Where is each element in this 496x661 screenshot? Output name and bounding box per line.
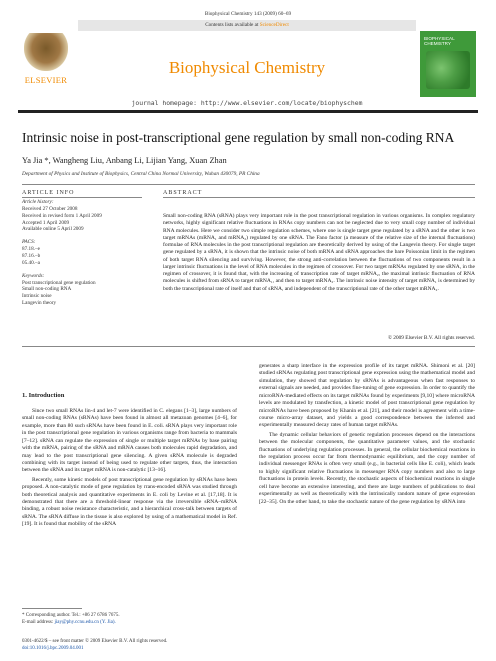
body-column-right <box>259 363 475 508</box>
journal-cover-image[interactable] <box>420 31 476 97</box>
pacs-code: 05.40.–a <box>22 259 40 266</box>
author-affiliation: Department of Physics and Institute of Biophysics, Central China Normal University, Wuhan 430079, PR China <box>22 171 260 177</box>
publication-info <box>22 638 237 652</box>
keyword: Intrinsic noise <box>22 293 52 300</box>
journal-title: Biophysical Chemistry <box>168 58 326 77</box>
corresponding-author-footnote <box>22 612 237 626</box>
history-revised: Received in revised form 1 April 2009 <box>22 212 102 219</box>
copyright-notice: © 2009 Elsevier B.V. All rights reserved. <box>387 335 475 341</box>
elsevier-logo[interactable] <box>18 31 74 93</box>
corresponding-author: * Corresponding author. Tel.: +86 27 6786 7675. <box>22 613 120 618</box>
issn-line: 0301-4622/$ – see front matter © 2009 Elsevier B.V. All rights reserved. <box>22 639 168 644</box>
email-label: E-mail address: <box>22 620 55 625</box>
author-email-link[interactable]: jiay@phy.ccnu.edu.cn (Y. Jia). <box>54 620 116 625</box>
keyword: Post transcriptional gene regulation <box>22 279 96 286</box>
article-info-rule <box>22 197 142 198</box>
history-online: Available online 5 April 2009 <box>22 226 84 233</box>
header-rule <box>18 110 478 113</box>
history-heading: Article history: <box>22 199 54 205</box>
article-info-label: ARTICLE INFO <box>22 190 75 196</box>
sciencedirect-link[interactable]: ScienceDirect <box>259 22 289 28</box>
footnote-rule <box>22 608 82 609</box>
body-column-left <box>22 392 237 531</box>
contents-prefix: Contents lists available at <box>205 22 260 28</box>
pacs-code: 87.18.–e <box>22 246 40 253</box>
journal-header <box>18 20 478 108</box>
doi-link[interactable]: doi:10.1016/j.bpc.2009.04.001 <box>22 646 84 651</box>
keyword: Small non-coding RNA <box>22 286 72 293</box>
intro-paragraph: Since two small RNAs lin-4 and let-7 were identified in C. elegans [1–3], large numbers of small non-coding RNAs (sRNAs) have been found in almost all metazoan genomes [4–6], for example, more than 80 such sRNAs have been found in E. coli. sRNA plays very important role in the post transcriptional gene regulation in various organisms range from bacteria to mammals [7–12]. sRNA can regulate the expression of single or multiple target mRNAs by base pairing with the mRNA, pairing of the sRNA and mRNA causes both molecules rapid degradation, and may lead to the post transcriptional gene silencing. A given sRNA molecule is degraded combining with its target instead of being used to regulate other targets, thus, the interaction between the sRNA and its target mRNA is non-catalytic [13–16]. <box>22 408 237 474</box>
elsevier-wordmark: ELSEVIER <box>24 75 68 85</box>
intro-paragraph: Recently, some kinetic models of post transcriptional gene regulation by sRNAs have been proposed. A non-catalytic mode of gene regulation by rrans-encoded sRNA was studied through both theoretical analysis and quantitative experiments in E. coli by Levine et al. [17,18]. It is demonstrated that there are a threshold-linear response via the irreversible sRNA–mRNA binding, a robust noise resistance characteristic, and a hierarchical cross-talk between targets of sRNA. The sRNA diffuse in the tissue is also explored by using of a mathematical model in Ref. [19]. It is found that mobility of the sRNA <box>22 476 237 528</box>
abstract-divider <box>22 346 475 347</box>
contents-banner <box>78 20 416 31</box>
pacs-heading: PACS: <box>22 239 36 246</box>
cover-title: BIOPHYSICAL CHEMISTRY <box>424 36 455 47</box>
intro-paragraph: The dynamic cellular behaviors of genetic regulation processes depend on the interactions between the molecular components, the quantitative parameter values, and the stochastic fluctuations of underlying regulation processes. In general, the cellular biochemical reactions in the regulation process occur far from thermodynamic equilibrium, and the copy number of individual messenger RNAs is often very small (e.g., in bacterial cells like E. coli), which leads to highly significant relative fluctuations in messenger RNA copy numbers and also to large fluctuations in protein levels. Recently, the stochastic aspects of biochemical reactions in single cell have become an extensive interesting, and there are large numbers of publications to deal experimentally as well as theoretically with the intrinsically random nature of gene expression [22–35]. On the other hand, to take the stochastic nature of the gene regulation by sRNA into <box>259 431 475 505</box>
abstract-rule <box>163 197 475 198</box>
journal-homepage-link[interactable]: journal homepage: http://www.elsevier.com/locate/biophyschem <box>131 99 363 107</box>
article-title: Intrinsic noise in post-transcriptional gene regulation by small non-coding RNA <box>22 130 455 145</box>
keywords-heading: Keywords: <box>22 272 45 279</box>
keyword: Langevin theory <box>22 300 57 307</box>
author-list: Ya Jia *, Wangheng Liu, Anbang Li, Lijian Yang, Xuan Zhan <box>22 156 227 165</box>
elsevier-tree-icon <box>24 33 68 71</box>
abstract-text: Small non-coding RNA (sRNA) plays very important role in the post transcriptional regulation in various organisms. In complex regulatory networks, highly significant relative fluctuations in RNAs copy numbers can not be neglected due to very small copy number of individual RNA molecules. Here we consider two simple regulation schemes, where one is single target gene regulated by a sRNA and the other is two target mRNAs (mRNA₁ and mRNA₂) regulated by one sRNA. The Fano factor (a measure of the relative size of the internal fluctuations) formulae of RNA molecules in the post transcriptional regulation are theoretically derived by using of the Langevin theory. For single target gene regulated by a sRNA, it is shown that the intrinsic noise of both mRNA and sRNA approaches the bare Poissonian limit in the regimen of both target RNA silencing and surviving. However, the strong anti-correlation between the fluctuations of two components result in a larger intrinsic fluctuations in the level of RNA molecules in the regimen of crossover. For two target mRNAs regulated by one sRNA, in the regimen of crossover, it is found that, with the increasing of transcription rate of target mRNA₂, the maximal intrinsic fluctuation of RNA molecules is shifted from sRNA to target mRNA₁, and then to target mRNA₂. The intrinsic noise intensity of target mRNA₁ is determined by both the transcriptional rate of itself and that of sRNA, and independent of the transcriptional rate of the other target mRNA₂. <box>163 213 475 292</box>
introduction-heading: 1. Introduction <box>22 392 65 399</box>
article-info <box>22 199 142 307</box>
history-received: Received 27 October 2008 <box>22 205 78 212</box>
title-divider <box>22 184 475 185</box>
journal-reference: Biophysical Chemistry 143 (2009) 60–69 <box>204 11 292 17</box>
history-accepted: Accepted 1 April 2009 <box>22 219 70 226</box>
intro-paragraph: generates a sharp interface in the expression profile of its target mRNA. Shimoni et al. [20] studied sRNAs regulating post transcriptional gene expression using the mathematical model and simulation, they showed that regulation by sRNAs is advantageous when fast responses to external signals are needed, and provides fine-tuning of gene expression. In order to quantify the microRNA-mediated effects on its target mRNAs found by experiments [9,10] where microRNA levels are modulated by transfection, a kinetic model of post transcriptional gene regulation by microRNAs have been proposed by Khanin et al. [21], and their model is agreement with a time-course micro-array dataset, and yields a good correspondence between the inferred and experimentally measured decay rates of human target mRNAs. <box>259 363 475 429</box>
pacs-code: 87.16.–b <box>22 253 41 260</box>
abstract-label: ABSTRACT <box>163 190 203 196</box>
cover-pattern-icon <box>426 51 470 89</box>
